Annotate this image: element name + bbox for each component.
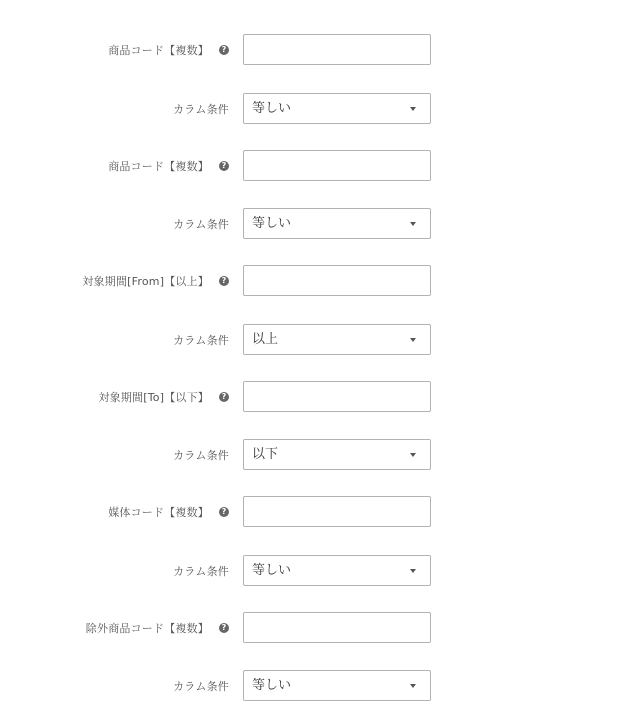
help-icon[interactable]: ?	[219, 276, 229, 286]
field-label-wrap	[173, 208, 229, 239]
product-code-input[interactable]	[243, 34, 431, 65]
form-row-period-to	[0, 381, 644, 412]
select-value: 等しい	[252, 216, 292, 231]
product-code-input[interactable]	[243, 150, 431, 181]
chevron-down-icon	[410, 107, 416, 111]
field-label: 媒体コード【複数】	[108, 505, 209, 519]
field-label-wrap	[173, 670, 229, 701]
form-row-excluded-product-code	[0, 612, 644, 643]
help-icon[interactable]: ?	[219, 623, 229, 633]
form-row-product-code	[0, 34, 644, 65]
chevron-down-icon	[410, 338, 416, 342]
chevron-down-icon	[410, 684, 416, 688]
field-label: 対象期間[From]【以上】	[82, 274, 209, 288]
chevron-down-icon	[410, 453, 416, 457]
form-row-column-condition	[0, 93, 644, 124]
chevron-down-icon	[410, 222, 416, 226]
field-label: カラム条件	[173, 679, 229, 693]
field-label: カラム条件	[173, 448, 229, 462]
column-condition-select[interactable]	[243, 93, 431, 124]
form-row-column-condition	[0, 670, 644, 701]
field-label: 除外商品コード【複数】	[85, 621, 209, 635]
form-row-media-code	[0, 496, 644, 527]
excluded-product-code-input[interactable]	[243, 612, 431, 643]
field-label-wrap	[86, 612, 229, 643]
column-condition-select[interactable]	[243, 555, 431, 586]
select-value: 等しい	[252, 563, 292, 578]
form-row-column-condition	[0, 439, 644, 470]
field-label-wrap	[82, 265, 229, 296]
form-row-product-code	[0, 150, 644, 181]
period-to-input[interactable]	[243, 381, 431, 412]
form-row-column-condition	[0, 324, 644, 355]
form-row-period-from	[0, 265, 644, 296]
chevron-down-icon	[410, 569, 416, 573]
field-label-wrap	[108, 150, 229, 181]
period-from-input[interactable]	[243, 265, 431, 296]
select-value: 等しい	[252, 101, 292, 116]
column-condition-select[interactable]	[243, 439, 431, 470]
field-label: カラム条件	[173, 102, 229, 116]
column-condition-select[interactable]	[243, 208, 431, 239]
field-label: カラム条件	[173, 564, 229, 578]
column-condition-select[interactable]	[243, 324, 431, 355]
field-label-wrap	[98, 381, 229, 412]
field-label: カラム条件	[173, 333, 229, 347]
field-label: 商品コード【複数】	[108, 159, 209, 173]
field-label-wrap	[173, 324, 229, 355]
field-label-wrap	[173, 555, 229, 586]
media-code-input[interactable]	[243, 496, 431, 527]
field-label-wrap	[108, 496, 229, 527]
help-icon[interactable]: ?	[219, 161, 229, 171]
field-label-wrap	[173, 439, 229, 470]
help-icon[interactable]: ?	[219, 45, 229, 55]
field-label: カラム条件	[173, 217, 229, 231]
select-value: 以上	[252, 332, 279, 347]
field-label-wrap	[173, 93, 229, 124]
field-label: 対象期間[To]【以下】	[98, 390, 209, 404]
select-value: 等しい	[252, 678, 292, 693]
form-row-column-condition	[0, 208, 644, 239]
field-label: 商品コード【複数】	[108, 43, 209, 57]
select-value: 以下	[252, 447, 279, 462]
help-icon[interactable]: ?	[219, 507, 229, 517]
column-condition-select[interactable]	[243, 670, 431, 701]
field-label-wrap	[108, 34, 229, 65]
help-icon[interactable]: ?	[219, 392, 229, 402]
form-row-column-condition	[0, 555, 644, 586]
